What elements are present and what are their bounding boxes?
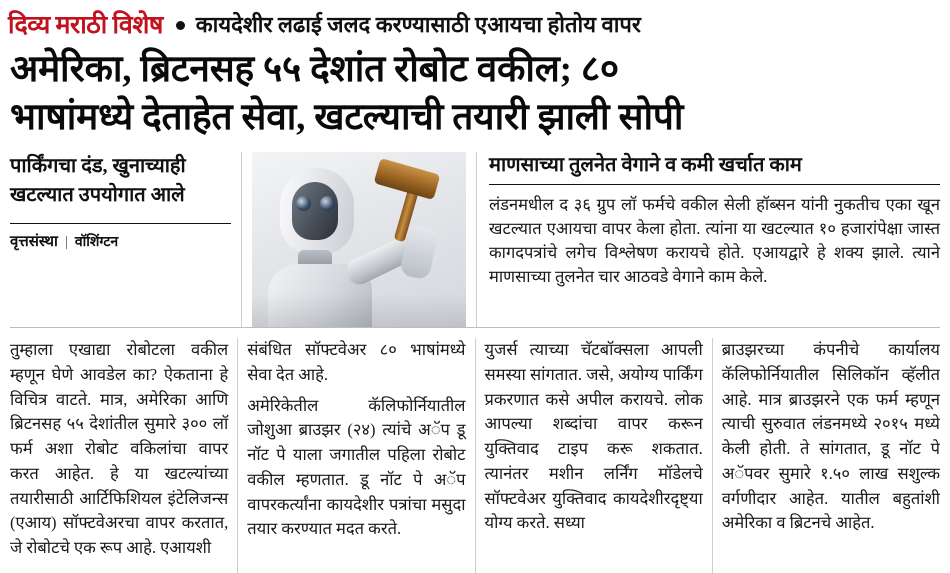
highlight-box [476,152,940,327]
kicker-strip [0,0,950,44]
subhead [10,152,231,209]
column-1-paragraph-1: तुम्हाला एखाद्या रोबोटला वकील म्हणून घेणे आवडेल का? ऐकताना हे विचित्र वाटते. मात्र, अमेरिका आणि ब्रिटनसह ५५ देशांतील सुमारे ३०० लॉ फर्म अशा रोबोट वकिलांचा वापर करत आहेत. हे या खटल्यांच्या तयारीसाठी आर्टिफिशियल इंटेलिजन्स (एआय) सॉफ्टवेअरचा वापर करतात, जे रोबोटचे एक रूप आहे. एआयशी [10,340,229,558]
section-divider [10,327,940,328]
highlight-heading: माणसाच्या तुलनेत वेगाने व कमी खर्चात काम [489,154,802,177]
subhead-column [10,152,242,327]
byline-place: वॉशिंग्टन [74,234,119,250]
robot-face-shape [292,182,338,240]
article-photo [252,152,466,327]
headline-line-1: अमेरिका, ब्रिटनसह ५५ देशांत रोबोट वकील; ८० [10,49,619,90]
column-1 [10,338,238,573]
kicker-text: कायदेशीर लढाई जलद करण्यासाठी एआयचा होतोय वापर [195,12,641,37]
subhead-line-1: पार्किंगचा दंड, खुनाच्याही [10,155,186,178]
column-2-paragraph-1: संबंधित सॉफ्टवेअर ८० भाषांमध्ये सेवा देत आहे. [247,340,466,384]
byline-separator: | [64,233,68,250]
byline-divider [10,223,231,224]
byline [10,231,231,251]
headline-line-2: भाषांमध्ये देताहेत सेवा, खटल्याची तयारी झाली सोपी [10,97,684,139]
column-4 [713,338,940,573]
column-4-paragraph-1: ब्राउझरच्या कंपनीचे कार्यालय कॅलिफोर्नियातील सिलिकॉन व्हॅलीत आहे. मात्र ब्राउझरने एक फर्म म्हणून त्याची सुरुवात लंडनमध्ये २०१५ मध्ये केली होती. ते सांगतात, डू नॉट पे अॅपवर सुमारे १.५० लाख सशुल्क वर्गणीदार आहेत. यातील बहुतांशी अमेरिका व ब्रिटनचे आहेत. [721,340,940,533]
column-3 [476,338,713,573]
highlight-divider [489,184,940,185]
highlight-paragraph: लंडनमधील द ३६ ग्रुप लॉ फर्मचे वकील सेली हॉब्सन यांनी नुकतीच एका खून खटल्यात एआयचा वापर केला होता. त्यांना या खटल्यात १० हजारांपेक्षा जास्त कागदपत्रांचे लगेच विश्लेषण करायचे होते. एआयद्वारे हे शक्य झाले. त्याने माणसाच्या तुलनेत चार आठवडे वेगाने काम केले. [489,195,940,287]
byline-agency: वृत्तसंस्था [10,233,58,250]
bullet-dot-icon [176,21,185,30]
subhead-line-2: खटल्यात उपयोगात आले [10,183,185,206]
column-2 [238,338,475,573]
brand-tag: दिव्य मराठी विशेष [8,11,163,39]
article-body-columns [0,338,950,573]
column-3-paragraph-1: युजर्स त्याच्या चॅटबॉक्सला आपली समस्या सांगतात. जसे, अयोग्य पार्किंग प्रकरणात कसे अपील करायचे. लोक आपल्या शब्दांचा वापर करून युक्तिवाद टाइप करू शकतात. त्यानंतर मशीन लर्निंग मॉडेलचे सॉफ्टवेअर युक्तिवाद कायदेशीरदृष्ट्या योग्य करते. सध्या [484,340,703,533]
mid-band [0,152,950,327]
column-2-paragraph-2: अमेरिकेतील कॅलिफोर्नियातील जोशुआ ब्राउझर (२४) त्यांचे अॅप डू नॉट पे याला जगातील पहिला रोबोट वकील म्हणतात. डू नॉट पे अॅप वापरकर्त्यांना कायदेशीर पत्रांचा मसुदा तयार करण्यात मदत करते. [247,395,466,539]
robot-lawyer-with-gavel-photo [252,152,466,327]
headline [0,44,950,142]
highlight-body [489,193,940,289]
photo-shadow [252,293,466,327]
